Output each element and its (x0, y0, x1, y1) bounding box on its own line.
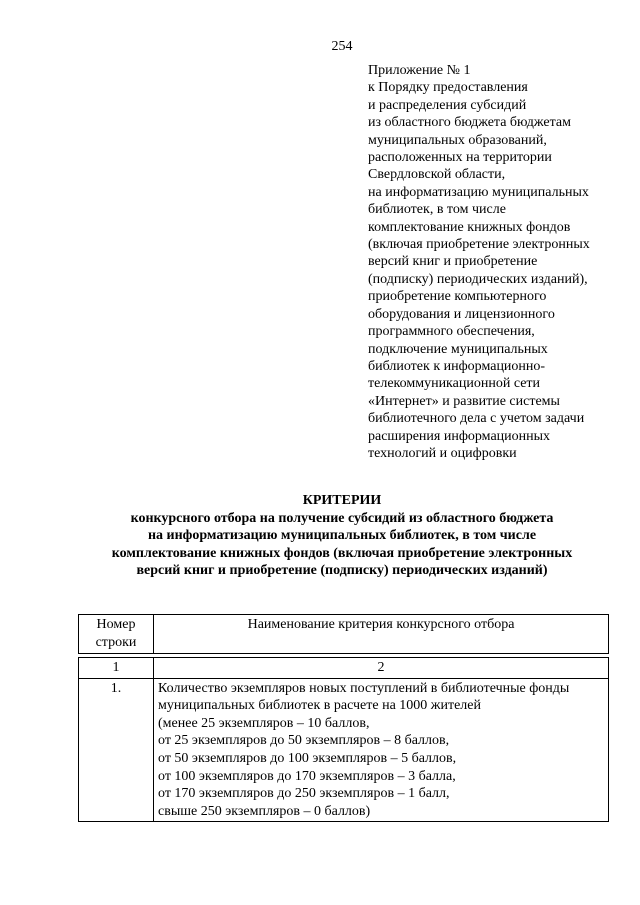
header-cell-number (79, 615, 154, 654)
annex-line: расширения информационных (368, 428, 551, 444)
annex-line: библиотечного дела с учетом задачи (368, 411, 585, 427)
criterion-line: свыше 250 экземпляров – 0 баллов) (158, 803, 371, 819)
annex-line: муниципальных образований, (368, 132, 547, 148)
annex-line: версий книг и приобретение (368, 254, 538, 270)
criterion-line: от 50 экземпляров до 100 экземпляров – 5 баллов, (158, 750, 457, 766)
header-number-line1: Номер (96, 617, 136, 632)
annex-line: из областного бюджета бюджетам (368, 115, 571, 131)
criterion-line: от 25 экземпляров до 50 экземпляров – 8 баллов, (158, 733, 450, 749)
annex-line: Приложение № 1 (368, 63, 471, 78)
heading-line: конкурсного отбора на получение субсидий из областного бюджета (130, 510, 554, 526)
annex-line: подключение муниципальных (368, 341, 548, 357)
header-number-line2: строки (95, 634, 137, 650)
annex-line: расположенных на территории (368, 150, 552, 166)
criterion-line: от 170 экземпляров до 250 экземпляров – 1 балл, (158, 786, 450, 802)
criteria-heading (0, 492, 640, 580)
heading-line: комплектование книжных фондов (включая приобретение электронных (111, 545, 573, 561)
heading-title: КРИТЕРИИ (302, 493, 382, 508)
criterion-line: муниципальных библиотек в расчете на 1000 жителей (158, 698, 481, 714)
annex-line: Свердловской области, (368, 167, 506, 183)
annex-line: к Порядку предоставления (368, 80, 528, 96)
annex-line: комплектование книжных фондов (368, 219, 571, 235)
criterion-line: от 100 экземпляров до 170 экземпляров – 3 балла, (158, 768, 456, 784)
column-number-row (79, 658, 609, 679)
annex-line: (включая приобретение электронных (368, 237, 590, 253)
annex-line: приобретение компьютерного (368, 289, 547, 305)
criteria-table (78, 614, 609, 822)
annex-line: (подписку) периодических изданий), (368, 271, 588, 287)
column-number-1: 1 (79, 658, 154, 679)
heading-line: на информатизацию муниципальных библиотек, в том числе (147, 528, 537, 544)
criterion-line: Количество экземпляров новых поступлений в библиотечные фонды (158, 680, 570, 696)
row-number: 1. (79, 678, 154, 822)
table-header-row (79, 615, 609, 654)
annex-line: оборудования и лицензионного (368, 306, 555, 322)
annex-line: и распределения субсидий (368, 97, 527, 113)
annex-reference (368, 62, 630, 462)
annex-line: телекоммуникационной сети (368, 376, 541, 392)
annex-line: библиотек, в том числе (368, 202, 506, 218)
page-number: 254 (331, 39, 353, 54)
criterion-line: (менее 25 экземпляров – 10 баллов, (158, 715, 370, 731)
column-number-2: 2 (154, 658, 609, 679)
annex-line: на информатизацию муниципальных (368, 184, 589, 200)
row-criterion (154, 678, 609, 822)
annex-line: библиотек к информационно- (368, 358, 546, 374)
annex-line: технологий и оцифровки (368, 445, 517, 461)
table-row (79, 678, 609, 822)
annex-line: программного обеспечения, (368, 324, 535, 340)
heading-line: версий книг и приобретение (подписку) периодических изданий) (136, 563, 548, 579)
annex-line: «Интернет» и развитие системы (368, 393, 560, 409)
header-cell-criterion: Наименование критерия конкурсного отбора (154, 615, 609, 654)
